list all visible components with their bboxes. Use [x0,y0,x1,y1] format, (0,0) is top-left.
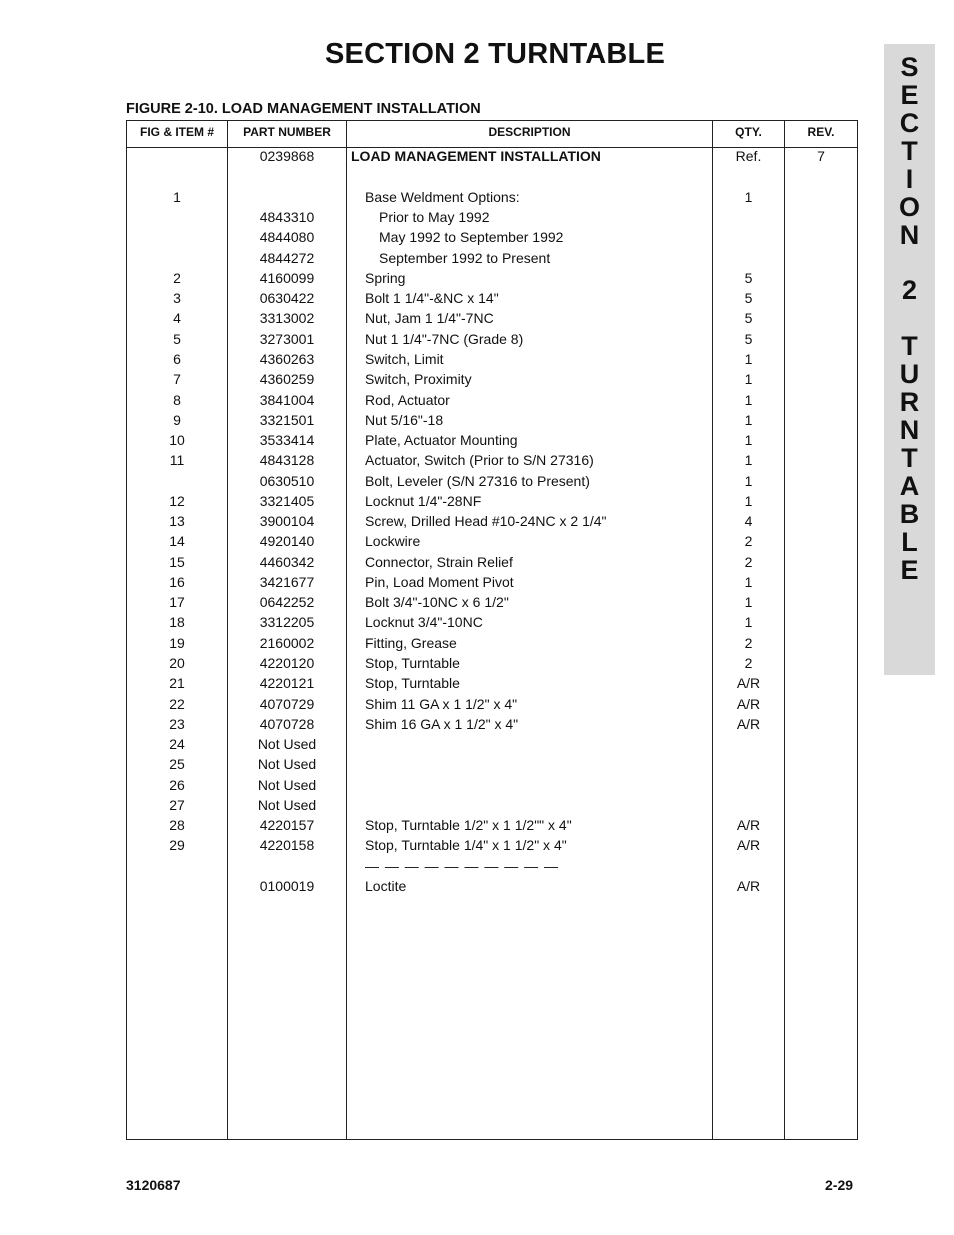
qty-cell: 1 [744,614,753,630]
item-number-cell: 19 [169,635,185,651]
part-number-cell: 4844080 [259,229,315,245]
table-row [127,189,857,209]
item-number-cell: 6 [173,351,181,367]
table-row [127,473,857,493]
document-number: 3120687 [126,1177,181,1193]
table-row [127,250,857,270]
item-number-cell: 21 [169,675,185,691]
part-number-cell: 4220121 [259,675,315,691]
item-number-cell: 24 [169,736,185,752]
table-row [127,736,857,756]
item-number-cell: 14 [169,533,185,549]
table-row [127,351,857,371]
qty-cell: 1 [744,452,753,468]
item-number-cell: 26 [169,777,185,793]
page-number: 2-29 [825,1177,854,1193]
qty-cell: 1 [744,493,753,509]
side-tab-letter: L [901,527,918,557]
item-number-cell: 20 [169,655,185,671]
part-number-cell: Not Used [257,797,317,813]
item-number-cell: 13 [169,513,185,529]
description-cell: Prior to May 1992 [379,209,490,225]
table-row [127,858,857,878]
table-row [127,310,857,330]
item-number-cell: 18 [169,614,185,630]
table-row [127,554,857,574]
description-cell: Stop, Turntable [365,655,460,671]
qty-cell: 2 [744,533,753,549]
item-number-cell: 5 [173,331,181,347]
part-number-cell: Not Used [257,777,317,793]
qty-cell: 1 [744,574,753,590]
qty-cell: 1 [744,594,753,610]
qty-cell: 2 [744,655,753,671]
rev-cell: 7 [817,148,825,164]
part-number-cell: 4220120 [259,655,315,671]
table-row [127,371,857,391]
description-cell: Pin, Load Moment Pivot [365,574,514,590]
qty-cell: A/R [736,716,761,732]
description-cell: Actuator, Switch (Prior to S/N 27316) [365,452,594,468]
item-number-cell: 2 [173,270,181,286]
item-number-cell: 9 [173,412,181,428]
table-row [127,878,857,898]
qty-cell: 5 [744,331,753,347]
qty-cell: A/R [736,878,761,894]
table-row [127,452,857,472]
side-tab-letter: S [900,52,919,82]
description-cell: Bolt 1 1/4"-&NC x 14" [365,290,499,306]
qty-cell: 5 [744,290,753,306]
table-row [127,635,857,655]
table-row [127,270,857,290]
part-number-cell: Not Used [257,756,317,772]
item-number-cell: 3 [173,290,181,306]
item-number-cell: 15 [169,554,185,570]
part-number-cell: 3313002 [259,310,315,326]
table-row [127,716,857,736]
item-number-cell: 8 [173,392,181,408]
part-number-cell: 4843310 [259,209,315,225]
qty-cell: 2 [744,554,753,570]
description-cell: Locknut 1/4"-28NF [365,493,482,509]
table-row [127,432,857,452]
description-cell: Nut 1 1/4"-7NC (Grade 8) [365,331,524,347]
description-cell: Plate, Actuator Mounting [365,432,518,448]
item-number-cell: 29 [169,837,185,853]
item-number-cell: 1 [173,189,181,205]
header-rev: REV. [807,125,835,139]
qty-cell: 4 [744,513,753,529]
item-number-cell: 11 [169,452,185,468]
side-tab-letter: O [898,192,920,222]
description-cell: Stop, Turntable 1/4" x 1 1/2" x 4" [365,837,567,853]
table-row [127,837,857,857]
part-number-cell: 3273001 [259,331,315,347]
item-number-cell: 10 [169,432,185,448]
part-number-cell: 4220158 [259,837,315,853]
description-cell: Nut 5/16"-18 [365,412,444,428]
part-number-cell: 3533414 [259,432,315,448]
description-cell: Locknut 3/4"-10NC [365,614,483,630]
side-tab-letter: U [899,359,920,389]
part-number-cell: 4220157 [259,817,315,833]
qty-cell: A/R [736,817,761,833]
description-cell: Switch, Limit [365,351,444,367]
table-row [127,574,857,594]
qty-cell: Ref. [735,148,762,164]
table-row [127,675,857,695]
qty-cell: A/R [736,696,761,712]
qty-cell: 1 [744,392,753,408]
part-number-cell: 3900104 [259,513,315,529]
header-item: FIG & ITEM # [139,125,214,139]
part-number-cell: 4070728 [259,716,315,732]
item-number-cell: 23 [169,716,185,732]
table-row [127,797,857,817]
description-cell: Nut, Jam 1 1/4"-7NC [365,310,494,326]
item-number-cell: 28 [169,817,185,833]
part-number-cell: 4843128 [259,452,315,468]
part-number-cell: 0642252 [259,594,315,610]
part-number-cell: 3321405 [259,493,315,509]
qty-cell: 1 [744,432,753,448]
side-tab-letter: A [899,471,920,501]
header-part-number: PART NUMBER [243,125,331,139]
side-tab-letter: E [900,80,919,110]
description-cell: May 1992 to September 1992 [379,229,564,245]
qty-cell: 2 [744,635,753,651]
description-cell: Shim 11 GA x 1 1/2" x 4" [365,696,518,712]
part-number-cell: 4070729 [259,696,315,712]
part-number-cell: 3841004 [259,392,315,408]
item-number-cell: 12 [169,493,185,509]
table-row [127,533,857,553]
description-cell: Connector, Strain Relief [365,554,513,570]
item-number-cell: 27 [169,797,185,813]
description-cell: Stop, Turntable 1/2" x 1 1/2"" x 4" [365,817,572,833]
table-row [127,513,857,533]
item-number-cell: 17 [169,594,185,610]
description-cell: Screw, Drilled Head #10-24NC x 2 1/4" [365,513,607,529]
header-qty: QTY. [735,125,762,139]
table-row [127,412,857,432]
table-row [127,777,857,797]
qty-cell: A/R [736,837,761,853]
table-row [127,696,857,716]
qty-cell: 1 [744,371,753,387]
description-cell: Fitting, Grease [365,635,457,651]
part-number-cell: 0630510 [259,473,315,489]
description-cell: Lockwire [365,533,421,549]
description-cell: Loctite [365,878,407,894]
part-number-cell: 4460342 [259,554,315,570]
part-number-cell: 4920140 [259,533,315,549]
item-number-cell: 4 [173,310,181,326]
table-row [127,229,857,249]
qty-cell: 1 [744,189,753,205]
header-description: DESCRIPTION [488,125,571,139]
description-cell: Switch, Proximity [365,371,472,387]
qty-cell: A/R [736,675,761,691]
table-row [127,290,857,310]
description-cell: Spring [365,270,406,286]
part-number-cell: Not Used [257,736,317,752]
parts-table [126,120,858,1140]
part-number-cell: 2160002 [259,635,315,651]
description-cell: LOAD MANAGEMENT INSTALLATION [351,148,601,164]
part-number-cell: 3312205 [259,614,315,630]
table-row [127,594,857,614]
description-cell: Bolt, Leveler (S/N 27316 to Present) [365,473,590,489]
description-cell: Stop, Turntable [365,675,460,691]
section-title: SECTION 2 TURNTABLE [325,38,665,70]
side-tab-letter: R [899,387,920,417]
part-number-cell: 4160099 [259,270,315,286]
description-cell: — — — — — — — — — — [365,858,560,874]
description-cell: Rod, Actuator [365,392,450,408]
qty-cell: 1 [744,412,753,428]
side-tab-letter: B [899,499,920,529]
part-number-cell: 3321501 [259,412,315,428]
description-cell: Base Weldment Options: [365,189,520,205]
figure-title: FIGURE 2-10. LOAD MANAGEMENT INSTALLATION [126,101,481,117]
table-row [127,148,857,168]
table-row [127,392,857,412]
side-section-tab [884,44,935,675]
qty-cell: 5 [744,270,753,286]
item-number-cell: 16 [169,574,185,590]
side-tab-letter: N [899,220,920,250]
qty-cell: 1 [744,473,753,489]
part-number-cell: 0630422 [259,290,315,306]
part-number-cell: 0239868 [259,148,315,164]
table-row [127,655,857,675]
table-row [127,817,857,837]
side-tab-letter: T [901,443,918,473]
item-number-cell: 22 [169,696,185,712]
qty-cell: 1 [744,351,753,367]
side-tab-letter: N [899,415,920,445]
side-tab-letter: T [901,136,918,166]
description-cell: Bolt 3/4"-10NC x 6 1/2" [365,594,509,610]
side-tab-letter: C [899,108,920,138]
part-number-cell: 4360259 [259,371,315,387]
side-tab-letter: E [900,555,919,585]
side-tab-letter: 2 [901,275,918,305]
description-cell: September 1992 to Present [379,250,551,266]
part-number-cell: 3421677 [259,574,315,590]
item-number-cell: 25 [169,756,185,772]
item-number-cell: 7 [173,371,181,387]
side-tab-letter: I [905,164,914,194]
description-cell: Shim 16 GA x 1 1/2" x 4" [365,716,519,732]
table-row [127,209,857,229]
table-row [127,756,857,776]
side-tab-letter: T [901,331,918,361]
table-row [127,614,857,634]
part-number-cell: 4844272 [259,250,315,266]
table-row [127,331,857,351]
table-row [127,493,857,513]
part-number-cell: 0100019 [259,878,315,894]
part-number-cell: 4360263 [259,351,315,367]
qty-cell: 5 [744,310,753,326]
